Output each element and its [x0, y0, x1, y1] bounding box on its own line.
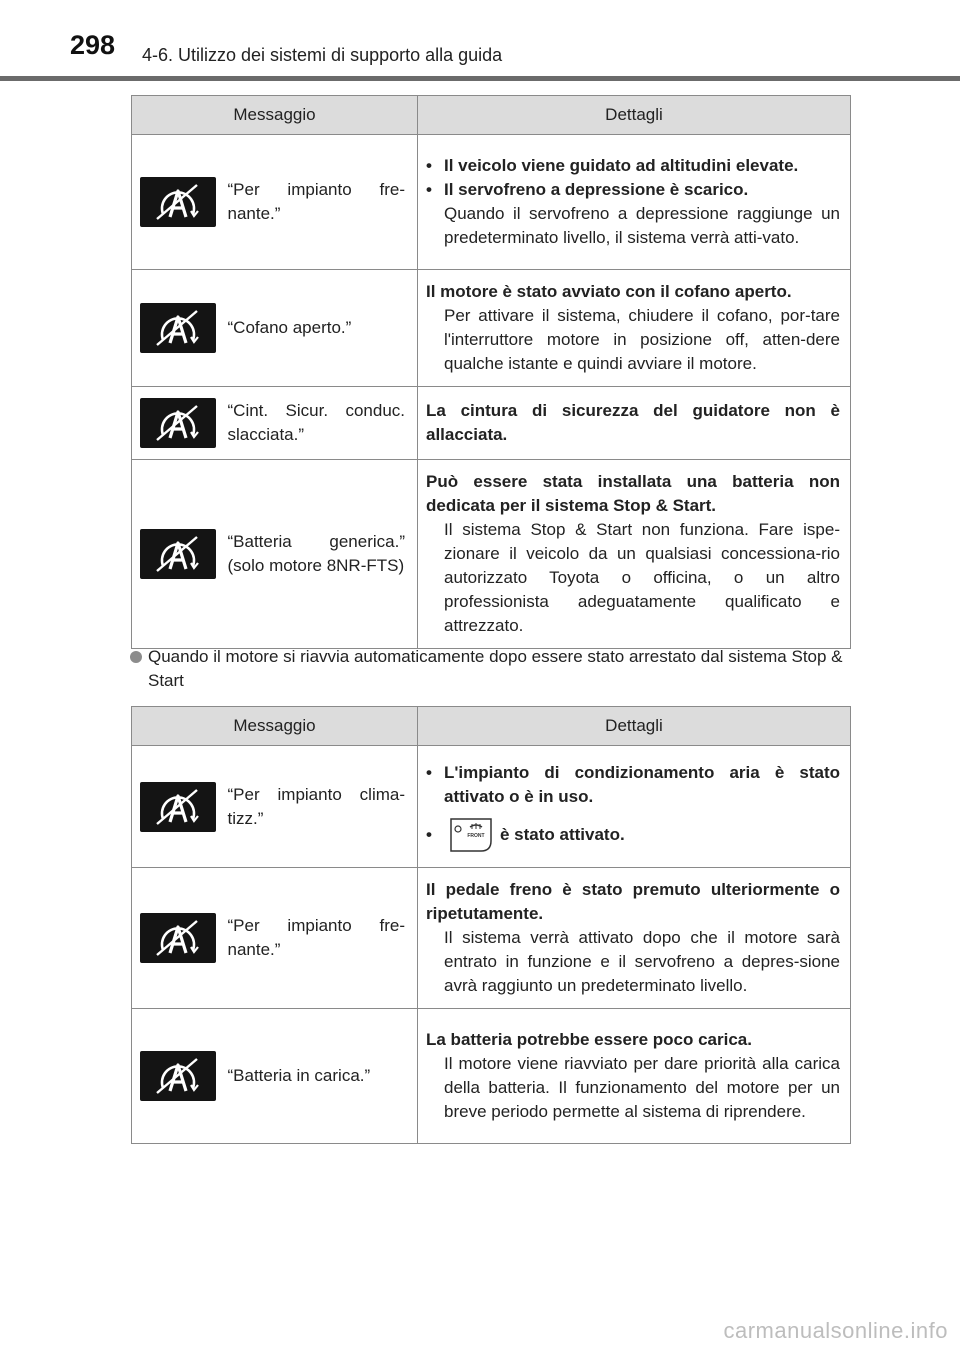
detail-heading: Il motore è stato avviato con il cofano aperto. [426, 282, 792, 301]
message-text: “Per impianto fre-nante.” [220, 868, 418, 1009]
table-row [132, 460, 851, 649]
header-rule [0, 76, 960, 81]
detail-heading: La batteria potrebbe essere poco carica. [426, 1030, 752, 1049]
front-defogger-button-icon [448, 817, 494, 853]
stop-start-off-icon [140, 177, 216, 227]
detail-text: Il sistema Stop & Start non funziona. Fare ispe-zionare il veicolo da un qualsiasi concessiona-rio autorizzato Toyota o officina, o un altro professionista adeguatamente qualificato e attrezzato. [444, 520, 840, 635]
page-header [0, 0, 960, 82]
detail-heading: La cintura di sicurezza del guidatore non è allacciata. [426, 401, 840, 444]
message-text: “Batteria generica.” (solo motore 8NR-FTS) [220, 460, 418, 649]
detail-heading: Il pedale freno è stato premuto ulteriormente o ripetutamente. [426, 880, 840, 923]
svg-text:FRONT: FRONT [467, 832, 485, 839]
table-row [132, 135, 851, 270]
stop-start-off-icon [140, 913, 216, 963]
message-text: “Per impianto clima-tizz.” [220, 746, 418, 868]
details-cell: • Il veicolo viene guidato ad altitudini elevate. • Il servofreno a depressione è scarico. Quando il servofreno a depressione raggiunge un predeterminato livello, il sistema verrà atti-vato. [418, 135, 851, 270]
message-table-1 [131, 95, 851, 649]
details-cell [418, 460, 851, 649]
details-cell [418, 387, 851, 460]
bullet-circle-icon [130, 651, 142, 663]
details-cell [418, 1009, 851, 1144]
page-number: 298 [70, 30, 116, 60]
details-cell [418, 270, 851, 387]
detail-text: Per attivare il sistema, chiudere il cofano, por-tare l'interruttore motore in posizione off, atten-dere qualche istante e quindi avviare il motore. [444, 306, 840, 373]
bullet-note [130, 645, 855, 693]
column-header-message: Messaggio [132, 707, 418, 746]
message-text: “Cofano aperto.” [220, 270, 418, 387]
table-row [132, 387, 851, 460]
column-header-details: Dettagli [418, 707, 851, 746]
message-table-2 [131, 706, 851, 1144]
stop-start-off-icon [140, 398, 216, 448]
watermark: carmanualsonline.info [723, 1318, 948, 1343]
stop-start-off-icon [140, 1051, 216, 1101]
message-text: “Batteria in carica.” [220, 1009, 418, 1144]
detail-text: Il sistema verrà attivato dopo che il motore sarà entrato in funzione e il servofreno a depres-sione avrà raggiunto un predeterminato livello. [444, 928, 840, 995]
message-text: “Cint. Sicur. conduc. slacciata.” [220, 387, 418, 460]
stop-start-off-icon [140, 529, 216, 579]
note-text: Quando il motore si riavvia automaticamente dopo essere stato arrestato dal sistema Stop & Start [148, 647, 843, 690]
detail-text: Quando il servofreno a depressione raggiunge un predeterminato livello, il sistema verrà atti-vato. [444, 204, 840, 247]
column-header-details: Dettagli [418, 96, 851, 135]
detail-bullet: Il servofreno a depressione è scarico. [444, 180, 749, 199]
column-header-message: Messaggio [132, 96, 418, 135]
table-row [132, 868, 851, 1009]
table-row [132, 1009, 851, 1144]
detail-heading: Può essere stata installata una batteria non dedicata per il sistema Stop & Start. [426, 472, 840, 515]
message-text: “Per impianto fre-nante.” [220, 135, 418, 270]
table-header-row [132, 96, 851, 135]
details-cell [418, 868, 851, 1009]
detail-bullet: è stato attivato. [500, 824, 625, 844]
table-row [132, 270, 851, 387]
stop-start-off-icon [140, 782, 216, 832]
stop-start-off-icon [140, 303, 216, 353]
table-row [132, 746, 851, 868]
detail-bullet: Il veicolo viene guidato ad altitudini elevate. [444, 156, 799, 175]
detail-bullet: L'impianto di condizionamento aria è stato attivato o è in uso. [444, 762, 840, 806]
table-header-row [132, 707, 851, 746]
detail-text: Il motore viene riavviato per dare priorità alla carica della batteria. Il funzionamento del motore per un breve periodo permette al sistema di riprendere. [444, 1054, 840, 1121]
details-cell: • L'impianto di condizionamento aria è stato attivato o è in uso. • FRONT è stato attivato. [418, 746, 851, 868]
section-title: 4-6. Utilizzo dei sistemi di supporto alla guida [142, 45, 503, 65]
